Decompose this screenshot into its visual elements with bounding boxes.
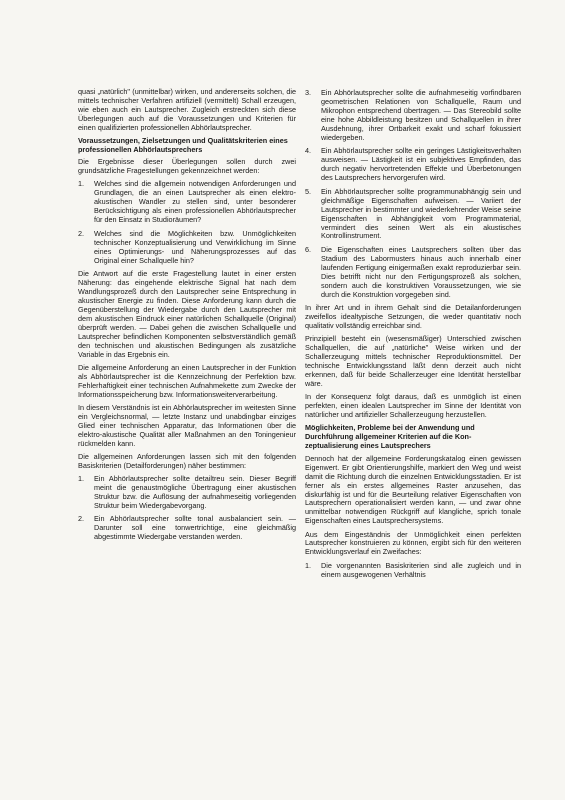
list-item bbox=[305, 147, 521, 183]
paragraph: Prinzipiell besteht ein (wesensmäßiger) Unterschied zwischen Schallquellen, die auf „natürliche" Weise wirken und der Schallerzeugung mittels technischer Reproduktionsmittel. Der technische Entwicklungsstand läßt denn derzeit auch nicht erkennen, daß für beide Schallerzeuger eine Identität herstellbar wäre. bbox=[305, 334, 521, 389]
paragraph: Dennoch hat der allgemeine Forderungskatalog einen gewissen Eigenwert. Er gibt Orientierungshilfe, markiert den Weg und weist damit die Richtung durch die einzelnen Entwicklungsstadien. Er ist ferner als ein erstes allgemeines Raster anzusehen, das diskurfähig ist und für die Beurteilung relativer Eigenschaften von Lautsprechern operationalisiert werden kann, — und zwar ohne unmittelbar notwendigen Rückgriff auf klangliche, sprich tonale Eigenschaften eines Lautsprechersystems. bbox=[305, 453, 521, 526]
question-list bbox=[78, 180, 296, 265]
list-number: 2. bbox=[78, 228, 85, 238]
consequence-list bbox=[305, 562, 521, 580]
list-item bbox=[305, 188, 521, 242]
list-item bbox=[305, 246, 521, 300]
list-text: Die vorgenannten Basiskriterien sind alle zugleich und in einem ausgewogenen Verhältnis bbox=[321, 560, 521, 579]
list-text: Die Eigenschaften eines Lautsprechers sollten über das Stadium des Labormusters hinaus auch innerhalb einer laufenden Fertigung einigermaßen exakt reproduzierbar sein. Dies betrifft nicht nur den Fertigungsprozeß als solchen, sondern auch die konstruktiven Voraussetzungen, wie sie durch die Konstruktion vorgegeben sind. bbox=[321, 245, 521, 299]
paragraph: In ihrer Art und in ihrem Gehalt sind die Detailanforderungen zweifellos idealtypische Setzungen, die weder quantitativ noch qualitativ vollständig erreichbar sind. bbox=[305, 303, 521, 331]
list-number: 1. bbox=[78, 473, 85, 483]
list-item bbox=[78, 230, 296, 266]
criteria-list bbox=[78, 475, 296, 542]
list-text: Ein Abhörlautsprecher sollte detailtreu sein. Dieser Begriff meint die genaustmögliche Übertragung einer akustischen Struktur bzw. die Auflösung der aufnahmeseitig vorliegenden Struktur beim Wiedergabevorgang. bbox=[94, 473, 296, 510]
criteria-list-continued bbox=[305, 89, 521, 300]
paragraph: Die Antwort auf die erste Fragestellung lautet in einer ersten Näherung: das eingehende elektrische Signal hat nach dem Wandlungsprozeß durch den Lautsprecher seine Entsprechung in akustischer Energie zu finden. Diese Anforderung kann durch die Gegenüberstellung der Wiedergabe durch den Lautsprecher mit dem akustischen Eindruck einer natürlichen Schallquelle (Original) überprüft werden. — Dabei gehen die zwischen Schallquelle und Lautsprecher befindlichen Komponenten selbstverständlich gemäß den technischen und akustischen Bedingungen als zusätzliche Variable in das Ergebnis ein. bbox=[78, 269, 296, 359]
intro-paragraph: quasi „natürlich" (unmittelbar) wirken, und andererseits solchen, die mittels technischer Verfahren artifiziell (vermittelt) Schall erzeugen, wie eben auch ein Lautsprecher. Zugleich erstreckten sich diese Überlegungen auch auf die Voraussetzungen und Kriterien für einen qualifizierten professionellen Abhörlautsprecher. bbox=[78, 87, 296, 132]
paragraph: Aus dem Eingeständnis der Unmöglichkeit einen perfekten Lautsprecher konstruieren zu können, ergibt sich für den weiteren Entwicklungsverlauf ein Zweifaches: bbox=[305, 529, 521, 557]
list-number: 1. bbox=[78, 179, 85, 189]
list-item bbox=[78, 475, 296, 511]
left-column bbox=[78, 88, 296, 547]
right-column bbox=[305, 89, 521, 584]
list-number: 6. bbox=[305, 245, 312, 255]
list-item bbox=[305, 562, 521, 580]
list-number: 1. bbox=[305, 560, 312, 570]
list-number: 5. bbox=[305, 186, 312, 196]
list-text: Welches sind die allgemein notwendigen Anforderungen und Grundlagen, die an einen Lautsprecher als einen elektro-akustischen Wandler zu stellen sind, unter besonderer Berücksichtigung als einen professionellen Abhörlautsprecher für den Einsatz in Studioräumen? bbox=[94, 179, 296, 225]
list-number: 3. bbox=[305, 88, 312, 97]
list-item bbox=[305, 89, 521, 143]
paragraph: Die Ergebnisse dieser Überlegungen sollen durch zwei grundsätzliche Fragestellungen gekennzeichnet werden: bbox=[78, 157, 296, 176]
list-number: 2. bbox=[78, 514, 85, 524]
paragraph: In der Konsequenz folgt daraus, daß es unmöglich ist einen perfekten, einen idealen Lautsprecher im Sinne der Identität von natürlicher und artifizieller Schallerzeugung herzustellen. bbox=[305, 392, 521, 420]
list-text: Ein Abhörlautsprecher sollte tonal ausbalanciert sein. — Darunter soll eine tonwertrichtige, eine gleichmäßig abgestimmte Wiedergabe verstanden werden. bbox=[94, 514, 296, 542]
list-text: Welches sind die Möglichkeiten bzw. Unmöglichkeiten technischer Konzeptualisierung und Verwirklichung im Sinne eines Optimierungs- und Näherungsprozesses auf das Original einer Schallquelle hin? bbox=[94, 228, 296, 265]
list-item bbox=[78, 515, 296, 542]
list-text: Ein Abhörlautsprecher sollte die aufnahmeseitig vorfindbaren geometrischen Relationen von Schallquelle, Raum und Mikrophon entsprechend übertragen. — Das Stereobild sollte eine hohe Abbildleistung besitzen und Schallquellen in ihrer Ausdehnung, ihrer Ortbarkeit exakt und scharf fokussiert wiedergeben. bbox=[321, 88, 521, 142]
list-item bbox=[78, 180, 296, 225]
paragraph: Die allgemeine Anforderung an einen Lautsprecher in der Funktion als Abhörlautsprecher ist die Kennzeichnung der Perfektion bzw. Fehlerhaftigkeit einer technischen Aufnahmekette zum Zwecke der Informationsspeicherung bzw. Informationsweiterverarbeitung. bbox=[78, 362, 296, 399]
list-text: Ein Abhörlautsprecher sollte programmunabhängig sein und gleichmäßige Eigenschaften aufweisen. — Variiert der Lautsprecher in bestimmter und wiederkehrender Weise seine Eigenschaften in Abhängigkeit vom Programmaterial, vermindert dies seinen Wert als ein akustisches Kontrollinstrument. bbox=[321, 186, 521, 241]
paragraph: Die allgemeinen Anforderungen lassen sich mit den folgenden Basiskriterien (Detailforderungen) näher bestimmen: bbox=[78, 451, 296, 470]
paragraph: In diesem Verständnis ist ein Abhörlautsprecher im weitesten Sinne ein Vergleichsnormal, — letzte Instanz und unabdingbar einziges Glied einer technischen Apparatur, das Informationen über die elektro-akustische Qualität aller Maßnahmen an den Toningenieur rückmelden kann. bbox=[78, 402, 296, 448]
section-heading-requirements: Voraussetzungen, Zielsetzungen und Qualitätskriterien eines professionellen Abhörlautsprechers bbox=[78, 135, 288, 154]
list-number: 4. bbox=[305, 146, 312, 156]
section-heading-possibilities: Möglichkeiten, Probleme bei der Anwendung und Durchführung allgemeiner Kriterien auf die Konzeptualisierung eines Lautsprechers bbox=[305, 423, 475, 451]
list-text: Ein Abhörlautsprecher sollte ein geringes Lästigkeitsverhalten ausweisen. — Lästigkeit ist ein subjektives Empfinden, das durch negativ hervortretenden Effekte und Überbetonungen des Lautsprechers hervorgerufen wird. bbox=[321, 146, 521, 183]
